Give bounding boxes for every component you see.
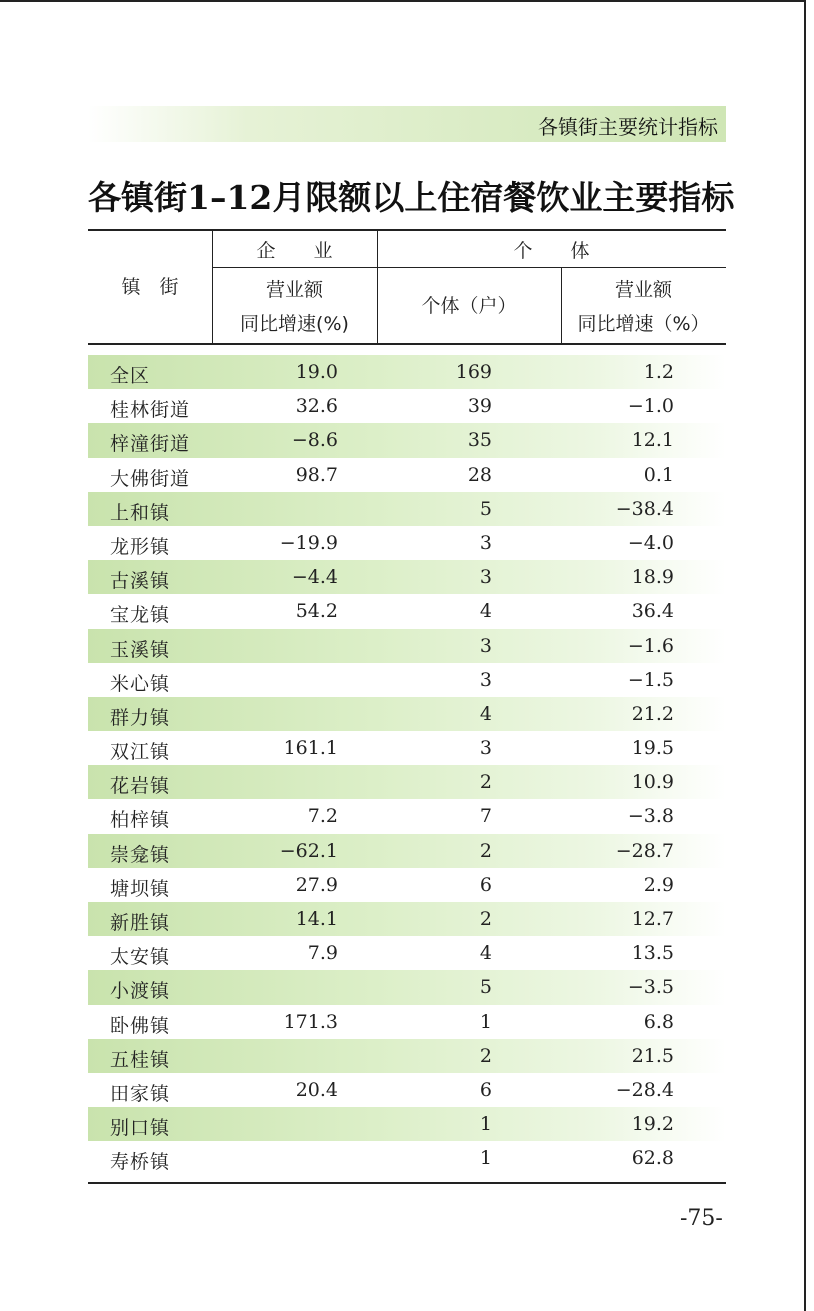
individual-growth-cell: 10.9: [631, 771, 674, 794]
town-name-cell: 田家镇: [110, 1082, 171, 1105]
household-count-cell: 6: [479, 1078, 492, 1101]
town-name-cell: 小渡镇: [110, 980, 171, 1003]
household-count-cell: 5: [479, 497, 492, 520]
table-row: [88, 1073, 726, 1107]
town-name-cell: 塘坝镇: [110, 877, 171, 900]
individual-growth-cell: 19.5: [631, 737, 674, 760]
enterprise-growth-cell: 27.9: [295, 873, 338, 896]
individual-growth-cell: 2.9: [643, 873, 674, 896]
individual-growth-cell: −4.0: [627, 531, 674, 554]
household-count-cell: 39: [467, 395, 492, 418]
header-enterprise-metric-unit: 同比增速(%): [240, 313, 349, 335]
table-row: [88, 697, 726, 731]
town-name-cell: 古溪镇: [110, 570, 171, 593]
table-top-rule: [88, 229, 726, 231]
household-count-cell: 3: [479, 668, 492, 691]
household-count-cell: 169: [455, 361, 492, 383]
household-count-cell: 3: [479, 737, 492, 760]
header-divider: [212, 267, 726, 268]
table-row: [88, 594, 726, 628]
household-count-cell: 4: [479, 942, 492, 965]
household-count-cell: 2: [479, 908, 492, 930]
individual-growth-cell: 0.1: [643, 463, 674, 486]
town-name-cell: 宝龙镇: [110, 604, 171, 627]
household-count-cell: 3: [479, 634, 492, 657]
household-count-cell: 1: [479, 1113, 492, 1136]
enterprise-growth-cell: −4.4: [291, 566, 338, 589]
town-name-cell: 梓潼街道: [110, 433, 191, 456]
individual-growth-cell: 18.9: [631, 566, 674, 589]
town-name-cell: 玉溪镇: [110, 638, 171, 661]
household-count-cell: 3: [479, 566, 492, 589]
household-count-cell: 2: [479, 1044, 492, 1067]
household-count-cell: 6: [479, 873, 492, 896]
town-name-cell: 大佛街道: [110, 467, 191, 490]
individual-growth-cell: −28.4: [615, 1078, 674, 1101]
enterprise-growth-cell: 98.7: [295, 463, 338, 486]
individual-growth-cell: −28.7: [615, 839, 674, 862]
town-name-cell: 群力镇: [110, 706, 171, 729]
table-row: [88, 868, 726, 902]
enterprise-growth-cell: 171.3: [283, 1010, 338, 1033]
individual-growth-cell: 19.2: [631, 1113, 674, 1136]
household-count-cell: 2: [479, 839, 492, 862]
individual-growth-cell: 1.2: [643, 361, 674, 383]
table-row: [88, 902, 726, 936]
town-name-cell: 上和镇: [110, 501, 171, 524]
household-count-cell: 3: [479, 531, 492, 554]
town-name-cell: 太安镇: [110, 946, 171, 969]
header-individual-count: 个体（户）: [421, 295, 517, 317]
town-name-cell: 花岩镇: [110, 775, 171, 798]
table-row: [88, 492, 726, 526]
table-row: [88, 423, 726, 457]
table-row: [88, 970, 726, 1004]
enterprise-growth-cell: −19.9: [279, 531, 338, 554]
household-count-cell: 28: [467, 463, 492, 486]
individual-growth-cell: 62.8: [631, 1147, 674, 1170]
individual-growth-cell: −1.5: [627, 668, 674, 691]
household-count-cell: 2: [479, 771, 492, 794]
table-row: [88, 1141, 726, 1175]
table-row: [88, 799, 726, 833]
individual-growth-cell: −38.4: [615, 497, 674, 520]
individual-growth-cell: −3.5: [627, 976, 674, 999]
household-count-cell: 7: [479, 805, 492, 828]
town-name-cell: 柏梓镇: [110, 809, 171, 832]
town-name-cell: 卧佛镇: [110, 1014, 171, 1037]
table-body: [88, 355, 726, 1176]
section-label: 各镇街主要统计指标: [538, 115, 718, 139]
individual-growth-cell: 12.1: [631, 429, 674, 452]
header-enterprise-metric: 营业额: [265, 279, 323, 301]
household-count-cell: 5: [479, 976, 492, 999]
household-count-cell: 35: [467, 429, 492, 452]
individual-growth-cell: 21.2: [631, 702, 674, 725]
enterprise-growth-cell: 20.4: [295, 1078, 338, 1101]
individual-growth-cell: 36.4: [631, 600, 674, 623]
household-count-cell: 1: [479, 1010, 492, 1033]
table-row: [88, 765, 726, 799]
table-row: [88, 389, 726, 423]
enterprise-growth-cell: 7.9: [307, 942, 338, 965]
town-name-cell: 别口镇: [110, 1117, 171, 1140]
individual-growth-cell: 6.8: [643, 1010, 674, 1033]
enterprise-growth-cell: −8.6: [291, 429, 338, 452]
individual-growth-cell: −3.8: [627, 805, 674, 828]
enterprise-growth-cell: 19.0: [295, 361, 338, 383]
table-row: [88, 936, 726, 970]
table-row: [88, 1107, 726, 1141]
town-name-cell: 米心镇: [110, 672, 171, 695]
header-town: 镇 街: [121, 276, 179, 298]
enterprise-growth-cell: 14.1: [295, 908, 338, 930]
individual-growth-cell: −1.0: [627, 395, 674, 418]
page-number: -75-: [680, 1206, 723, 1231]
enterprise-growth-cell: 32.6: [295, 395, 338, 418]
table-row: [88, 731, 726, 765]
individual-growth-cell: −1.6: [627, 634, 674, 657]
table-bottom-rule: [88, 1182, 726, 1184]
enterprise-growth-cell: 54.2: [295, 600, 338, 623]
table-row: [88, 355, 726, 389]
town-name-cell: 桂林街道: [110, 399, 191, 422]
individual-growth-cell: 12.7: [631, 908, 674, 930]
household-count-cell: 1: [479, 1147, 492, 1170]
household-count-cell: 4: [479, 702, 492, 725]
table-row: [88, 834, 726, 868]
table-row: [88, 1005, 726, 1039]
table-row: [88, 629, 726, 663]
header-individual-metric-unit: 同比增速（%）: [577, 313, 710, 335]
household-count-cell: 4: [479, 600, 492, 623]
page-title: 各镇街1–12月限额以上住宿餐饮业主要指标: [88, 178, 735, 217]
header-individual: 个 体: [513, 240, 590, 262]
table-row: [88, 458, 726, 492]
town-name-cell: 龙形镇: [110, 535, 171, 558]
section-header-band: [88, 106, 726, 142]
town-name-cell: 新胜镇: [110, 912, 171, 934]
individual-growth-cell: 21.5: [631, 1044, 674, 1067]
town-name-cell: 全区: [110, 365, 151, 387]
table-row: [88, 526, 726, 560]
enterprise-growth-cell: −62.1: [279, 839, 338, 862]
town-name-cell: 五桂镇: [110, 1048, 171, 1071]
town-name-cell: 寿桥镇: [110, 1151, 171, 1174]
enterprise-growth-cell: 7.2: [307, 805, 338, 828]
table-row: [88, 560, 726, 594]
table-header-rule: [88, 343, 726, 345]
table-row: [88, 1039, 726, 1073]
town-name-cell: 双江镇: [110, 741, 171, 764]
table-row: [88, 663, 726, 697]
individual-growth-cell: 13.5: [631, 942, 674, 965]
enterprise-growth-cell: 161.1: [283, 737, 338, 760]
header-enterprise: 企 业: [256, 240, 333, 262]
header-individual-metric: 营业额: [614, 279, 672, 301]
town-name-cell: 崇龛镇: [110, 843, 171, 866]
